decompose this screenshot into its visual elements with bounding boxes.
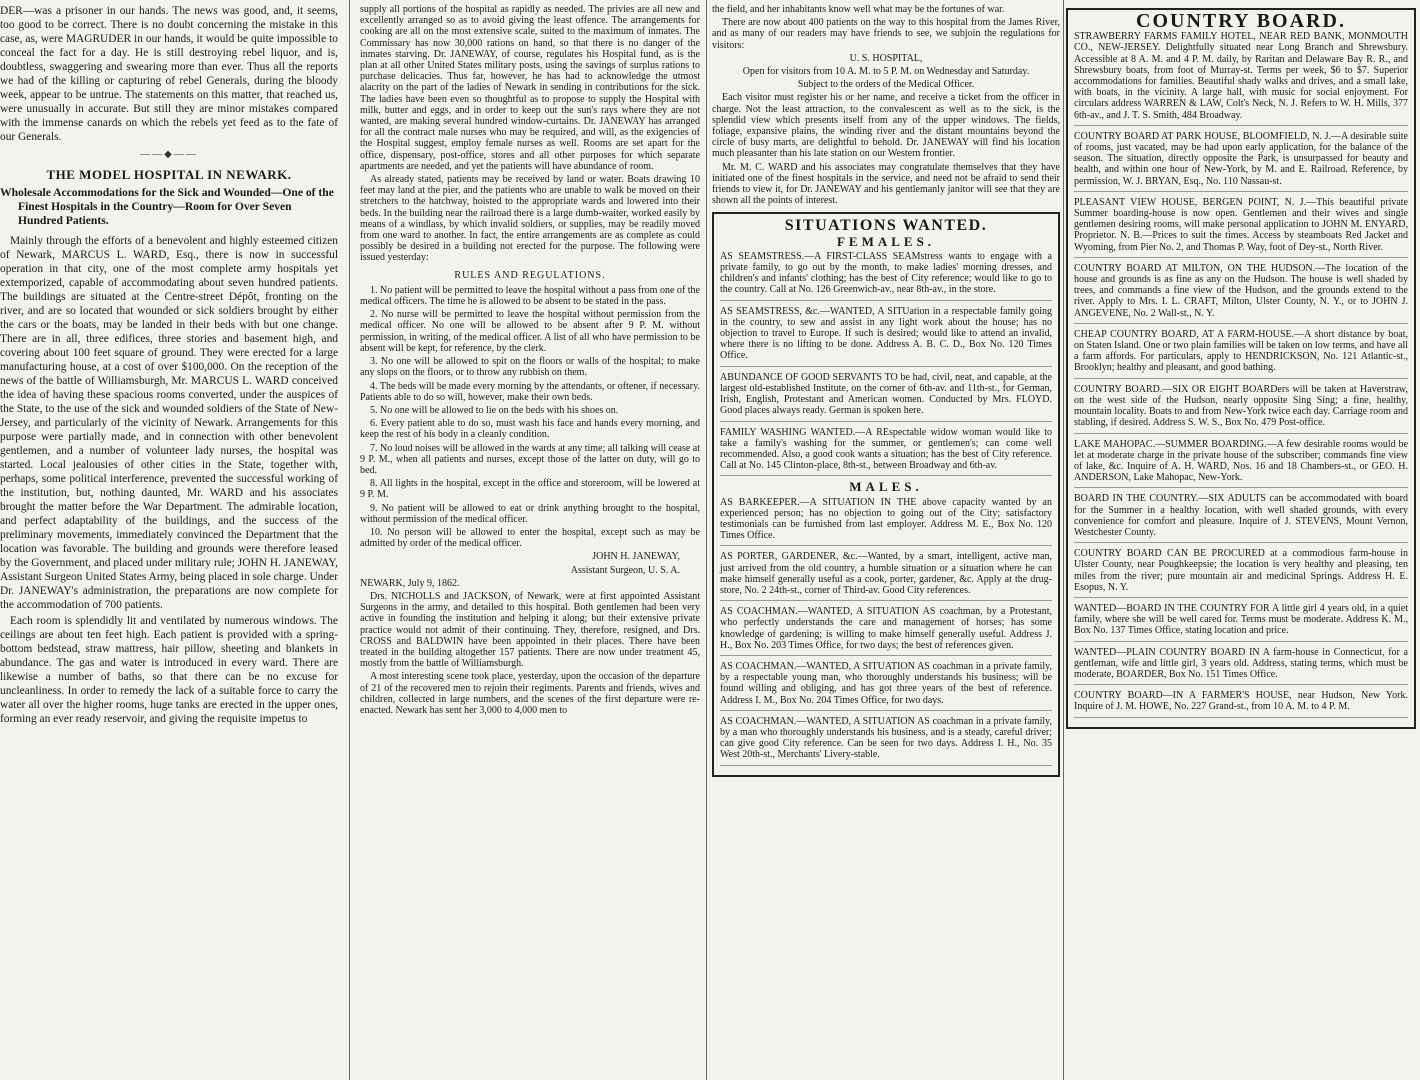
classified-ad: COUNTRY BOARD AT MILTON, ON THE HUDSON.—The location of the house and grounds is as fine as any on the Hudson. The house is well shaded by trees, and commands a fine view of the Hudson, and the grounds extend to the river. Apply to Mrs. I. L. CRAFT, Milton, Ulster County, N. Y., or to JOHN J. ANGEVENE, No. 2 Wall-st., N. Y. — [1074, 263, 1408, 324]
situations-wanted-box — [712, 212, 1060, 776]
notice-title: U. S. HOSPITAL, — [849, 52, 923, 64]
classified-ad: AS BARKEEPER.—A SITUATION IN THE above capacity wanted by an experienced person; has no objection to going out of the City; satisfactory testimonials can be furnished from last employer. Address M. E., Box No. 120 Times Office. — [720, 497, 1052, 547]
column-rule — [706, 0, 707, 1080]
classified-ad: AS SEAMSTRESS.—A FIRST-CLASS SEAMstress wants to engage with a private family, to go out by the month, to make ladies' morning dresses, and children's and infants' clothing; has the best of City reference; would like to go to the country. Call at No. 126 Greenwich-av., near 8th-av., in the store. — [720, 251, 1052, 301]
rule-item: 5. No one will be allowed to lie on the beds with his shoes on. — [370, 404, 619, 416]
article-headline: THE MODEL HOSPITAL IN NEWARK. — [46, 167, 292, 182]
classified-ad: STRAWBERRY FARMS FAMILY HOTEL, NEAR RED BANK, MONMOUTH CO., NEW-JERSEY. Delightfully situated near Long Branch and Shrewsbury. Accessible at 8 A. M. and 4 P. M. daily, by Raritan and Delaware Bay R. R., and Shrewsbury boats, from foot of Murray-st. Terms per week, $6 to $7. Superior accommodations for families. Beautiful shady walks and drives, and a small lake, with boats, in the vicinity. A large hall, with music for social enjoyment. For circulars address WARREN & LAW, Colt's Neck, N. J. Refers to W. H. Mills, 377 6th-av., and J. T. S. Smith, 484 Broadway. — [1074, 31, 1408, 126]
classified-ad: FAMILY WASHING WANTED.—A REspectable widow woman would like to take a family's washing for the summer, or gentlemen's; can come well recommended. Also, a good cook wants a situation; has the best of City reference. Call at No. 145 Clinton-place, 8th-st., between Broadway and 6th-av. — [720, 427, 1052, 477]
article-paragraph: Each visitor must register his or her name, and receive a ticket from the officer in charge. Not the least attraction, to the convalescent as well as to the sick, is the splendid view which presents itself from any of the upper windows. The fields, foliage, expansive plains, the winding river and the distant mountains beyond the circle of busy marts, are delightful to behold. Dr. JANEWAY will find his location much pleasanter than his late station on our Western frontier. — [712, 92, 1060, 160]
classified-ad: WANTED—PLAIN COUNTRY BOARD IN A farm-house in Connecticut, for a gentleman, wife and little girl, 3 years old. Address, stating terms, which must be moderate, BOARDER, Box No. 151 Times Office. — [1074, 647, 1408, 686]
females-heading: FEMALES. — [836, 233, 936, 249]
classified-ad: AS COACHMAN.—WANTED, A SITUATION AS coachman, by a Protestant, who perfectly understands the care and management of horses; has some knowledge of gardening; is willing to make himself generally useful. Address J. H., Box No. 203 Times Office, for two days; the best of references given. — [720, 606, 1052, 656]
rule-item: 2. No nurse will be permitted to leave the hospital without permission from the medical officer. No one will be allowed to be absent after 9 P. M. without permission, in writing, of the medical officer. A list of all who have permission to be absent will be kept, for reference, by the clerk. — [360, 309, 700, 354]
classified-ad: AS COACHMAN.—WANTED, A SITUATION AS coachman in a private family, by a man who thoroughly understands his business, and is a steady, careful driver; can give good City reference. Can be seen for two days. Address I. H., No. 35 West 20th-st., Merchants' Livery-stable. — [720, 716, 1052, 766]
rule-item: 10. No person will be allowed to enter the hospital, except such as may be admitted by order of the medical officer. — [360, 526, 700, 550]
article-paragraph: As already stated, patients may be received by land or water. Boats drawing 10 feet may land at the pier, and the patients who are unable to walk be moved on their stretchers to the hatchway, hoisted to the appropriate wards and lowered into their beds. In the building near the railroad there is a large dumb-waiter, worked easily by means of a windlass, by which invalid soldiers, or supplies, may be readily moved from one ward to another. In fact, the entire arrangements are as complete as could possibly be desired in a building not erected for the purpose. The following were issued yesterday: — [360, 174, 700, 264]
rule-item: 6. Every patient able to do so, must wash his face and hands every morning, and keep the rest of his body in a cleanly condition. — [360, 418, 700, 441]
classified-ad: PLEASANT VIEW HOUSE, BERGEN POINT, N. J.—This beautiful private Summer boarding-house is now open. Gentlemen and their wives and single gentlemen desiring rooms, will make personal application to JOHN M. ENYARD, Proprietor. N. B.—Prices to suit the times. Access by steamboats Red Jacket and Wyoming, from Pier No. 2, and Thomas P. Way, foot of Dey-st., North River. — [1074, 197, 1408, 258]
article-subheadline: Wholesale Accommodations for the Sick and Wounded—One of the Finest Hospitals in the Country—Room for Over Seven Hundred Patients. — [0, 186, 334, 227]
article-paragraph: the field, and her inhabitants know well what may be the fortunes of war. — [712, 4, 1005, 15]
rule-item: 4. The beds will be made every morning by the attendants, or oftener, if necessary. Patients able to do so will, however, make their own beds. — [360, 380, 700, 403]
column-2 — [360, 4, 700, 1078]
classified-ad: LAKE MAHOPAC.—SUMMER BOARDING.—A few desirable rooms would be let at moderate charge in the private house of the subscriber; commands fine view of lake, &c. Inquire of A. H. WARD, Nos. 16 and 18 Chambers-st., or GEO. H. ANDERSON, Lake Mahopac, New-York. — [1074, 439, 1408, 489]
rules-title: RULES AND REGULATIONS. — [454, 269, 606, 281]
column-4 — [1066, 4, 1416, 1078]
classified-ad: COUNTRY BOARD.—SIX OR EIGHT BOARDers will be taken at Haverstraw, on the west side of the Hudson, nearly opposite Sing Sing; a fine, healthy, mountain locality. Boats to and from New-York twice each day. Carriage room and stabling, if desired. Address S. W. S., Box No. 479 Post-office. — [1074, 384, 1408, 434]
rule-item: 9. No patient will be allowed to eat or drink anything brought to the hospital, without permission of the medical officer. — [360, 502, 700, 525]
dateline: NEWARK, July 9, 1862. — [360, 577, 460, 589]
article-paragraph: Mr. M. C. WARD and his associates may congratulate themselves that they have initiated one of the finest hospitals in the service, and need not be afraid to send their friends to view it, for Dr. JANEWAY and his gentlemanly janitor will see that they are shown all the points of interest. — [712, 161, 1060, 207]
males-heading: MALES. — [849, 479, 923, 495]
classified-ad: AS COACHMAN.—WANTED, A SITUATION AS coachman in a private family, by a respectable young man, who thoroughly understands his business; will be found willing and obliging, and has got three years of the best of reference. Address I. M., Box No. 204 Times Office, for two days. — [720, 661, 1052, 711]
classified-ad: WANTED—BOARD IN THE COUNTRY FOR A little girl 4 years old, in a quiet family, where she will be well cared for. Terms must be moderate. Address K. M., Box No. 137 Times Office, stating location and price. — [1074, 603, 1408, 642]
classified-ad: COUNTRY BOARD CAN BE PROCURED at a commodious farm-house in Ulster County, near Poughkeepsie; the location is very healthy and pleasing, ten miles from the river; pure mountain air and medicinal Springs. Address H. E. Esopus, N. Y. — [1074, 548, 1408, 598]
article-paragraph: supply all portions of the hospital as rapidly as needed. The privies are all new and excellently arranged so as to avoid giving the least offence. The arrangements for cooking are all on the most extensive scale, suited to the maximum of inmates. The Commissary has now 30,000 rations on hand, so that there is no danger of the inmates starving. Dr. JANEWAY, of course, regulates his Hospital fund, as is the plan at all other United States military posts, using the savings of surplus rations to purchase delicacies. Thus far, however, he has had to acknowledge the utmost alacrity on the part of the ladies of Newark in sending in contributions for the sick. The ladies have been even so thoughtful as to propose to supply the Hospital with milk, butter and eggs, and in order to keep out the sun's rays where they are not wanted, are making several hundred window-curtains. Dr. JANEWAY has arranged for all the contract male nurses who may be required, and will, as the exigencies of the Hospital suggest, employ female nurses as well. Rooms are set apart for the office, dispensary, post-office, stores and all other purposes for which separate apartments are needed, and yet the patients will have abundance of room. — [360, 4, 700, 172]
classified-ad: COUNTRY BOARD—IN A FARMER'S HOUSE, near Hudson, New York. Inquire of J. M. HOWE, No. 227 Grand-st., from 10 A. M. to 4 P. M. — [1074, 690, 1408, 717]
section-divider: ——◆—— — [140, 149, 198, 160]
rule-item: 3. No one will be allowed to spit on the floors or walls of the hospital; to make any slops on the floors, or to throw any rubbish on them. — [360, 356, 700, 379]
rule-item: 8. All lights in the hospital, except in the office and storeroom, will be lowered at 9 P. M. — [360, 478, 700, 501]
column-rule — [349, 0, 350, 1080]
notice-hours: Open for visitors from 10 A. M. to 5 P. M. on Wednesday and Saturday. — [742, 66, 1030, 78]
column-1 — [0, 4, 338, 1078]
column-rule — [1063, 0, 1064, 1080]
article-paragraph: Each room is splendidly lit and ventilated by numerous windows. The ceilings are about ten feet high. Each patient is provided with a spring-bottom bedstead, straw mattress, hair pillow, sheeting and blankets in abundance. The gas and water is introduced in every ward. There are likewise a number of baths, so that there can be no excuse for uncleanliness. In order to remedy the lack of a suitable force to carry the water all over the higher rooms, huge tanks are erected in the upper ones, forming an ever ready reservoir, and giving the requisite impetus to — [0, 615, 338, 725]
classified-ad: BOARD IN THE COUNTRY.—SIX ADULTS can be accommodated with board for the Summer in a healthy location, with well shaded grounds, with every convenience for comfort and pleasure. Inquire of J. STEVENS, Mount Vernon, Westchester County. — [1074, 493, 1408, 543]
column-3 — [712, 4, 1060, 1078]
country-board-box — [1066, 8, 1416, 729]
signature-name: JOHN H. JANEWAY, — [592, 551, 680, 563]
situations-wanted-title: SITUATIONS WANTED. — [784, 217, 988, 235]
rule-item: 7. No loud noises will be allowed in the wards at any time; all talking will cease at 9 P. M., when all patients and nurses, except those of the latter on duty, will go to bed. — [360, 442, 700, 476]
classified-ad: COUNTRY BOARD AT PARK HOUSE, BLOOMFIELD, N. J.—A desirable suite of rooms, just vacated, may be had upon early application, for the balance of the season. The situation, directly opposite the Park, is unsurpassed for beauty and health, and within one hour of New-York, by M. and E. Railroad. Reference, by permission, W. J. BRYAN, Esq., No. 110 Nassau-st. — [1074, 131, 1408, 192]
rule-item: 1. No patient will be permitted to leave the hospital without a pass from one of the medical officers. The time he is allowed to be absent to be stated in the pass. — [360, 284, 700, 308]
article-paragraph: There are now about 400 patients on the way to this hospital from the James River, and as many of our readers may have friends to see, we subjoin the regulations for visitors: — [712, 17, 1060, 51]
signature-title: Assistant Surgeon, U. S. A. — [570, 564, 680, 576]
article-paragraph: A most interesting scene took place, yesterday, upon the occasion of the departure of 21 of the recovered men to rejoin their regiments. Parents and friends, wives and children, collected in large numbers, and the scenes of the first departure were re-enacted. Newark has sent her 3,000 to 4,000 men to — [360, 671, 700, 716]
country-board-title: COUNTRY BOARD. — [1136, 10, 1346, 32]
classified-ad: ABUNDANCE OF GOOD SERVANTS TO be had, civil, neat, and capable, at the largest old-established Institute, on the corner of 6th-av. and 11th-st., for German, Irish, English, Protestant and American women. Conducted by Mrs. FLOYD. Good places always ready. German is spoken here. — [720, 372, 1052, 422]
article-paragraph: Mainly through the efforts of a benevolent and highly esteemed citizen of Newark, MARCUS L. WARD, Esq., there is now in successful operation in that city, one of the most complete army hospitals yet extemporized, capable of accommodating about seven hundred patients. The buildings are situated at the Centre-street Dépôt, fronting on the river, and are so located that wounded or sick soldiers brought by either the cars or the boats, may be landed in their beds with but one change. There are in all, three edifices, three stories and basement high, and covering about 100 feet square of ground. They were erected for a large manufacturing house, at a cost of over $100,000. On the reception of the news of the battle of Williamsburgh, Mr. MARCUS L. WARD conceived the idea of having these spacious rooms converted, under the auspices of the State, to the use of the sick and wounded soldiers of the State of New-Jersey, and particularly of the vicinity of Newark. Arrangements for this purpose were partially made, and in connection with other benevolent gentlemen, and a number of volunteer lady nurses, the hospital was started. Local jealousies of other cities in the State, together with, perhaps, some political interference, prevented the successful working of the institution, but, nothing daunted, Mr. WARD and his associates brought the matter before the War Department. The admirable location, and perfect adaptability of the buildings, and the success of the preliminary movements, immediately convinced the Department that the location was favorable. The building and grounds were therefore leased by the Government, and placed under military rule; JOHN H. JANEWAY, Assistant Surgeon United States Army, being placed in sole charge. Under Dr. JANEWAY's administration, the preparations are now complete for the accommodation of 700 patients. — [0, 235, 338, 611]
classified-ad: CHEAP COUNTRY BOARD, AT A FARM-HOUSE.—A short distance by boat, on Staten Island. One or two plain families will be taken on low terms, and have all a farm affords. For particulars, apply to HENDRICKSON, No. 121 Atlantic-st., Brooklyn; healthy and pleasant, and good bathing. — [1074, 329, 1408, 379]
article-paragraph: Drs. NICHOLLS and JACKSON, of Newark, were at first appointed Assistant Surgeons in the army, and detailed to this hospital. Both gentlemen had been very active in founding the institution and helping it along; but their extensive private practice would not admit of their continuing. They, therefore, resigned, and Drs. CROSS and BALDWIN have been appointed in their places. There have been treated in the building altogether 157 patients. There are now under treatment 45, mostly from the battle of Williamsburgh. — [360, 590, 700, 670]
notice-subject: Subject to the orders of the Medical Officer. — [797, 79, 975, 91]
intro-paragraph: DER—was a prisoner in our hands. The news was good, and, it seems, too good to be correct. There is no doubt concerning the mistake in this case, as, were MAGRUDER in our hands, it would be quite impossible to conceal the fact for a day. He is still destroying rebel liquor, and is, doubtless, swaggering and swearing more than ever. Thus all the reports we had of the killing or capturing of rebel Generals, during the bloody week, appear to be untrue. The statements on this matter, that reached us, were unusually in accurate. But still they are minor mistakes compared with the immense canards on which the rebels yet feed as to the fate of our Generals. — [0, 5, 338, 143]
classified-ad: AS SEAMSTRESS, &c.—WANTED, A SITUation in a respectable family going in the country, to sew and assist in any light work about the house; has no objection to travel to Europe. If such is desired; would like to attend an invalid, where there is no lifting to be done. Address A. B. C. D., Box No. 120 Times Office. — [720, 306, 1052, 367]
classified-ad: AS PORTER, GARDENER, &c.—Wanted, by a smart, intelligent, active man, just arrived from the old country, a humble situation or a situation where he can make himself generally useful as a cook, porter, gardener, &c. Apply at the drug-store, No. 2 24th-st., corner of Third-av. Good City references. — [720, 551, 1052, 601]
